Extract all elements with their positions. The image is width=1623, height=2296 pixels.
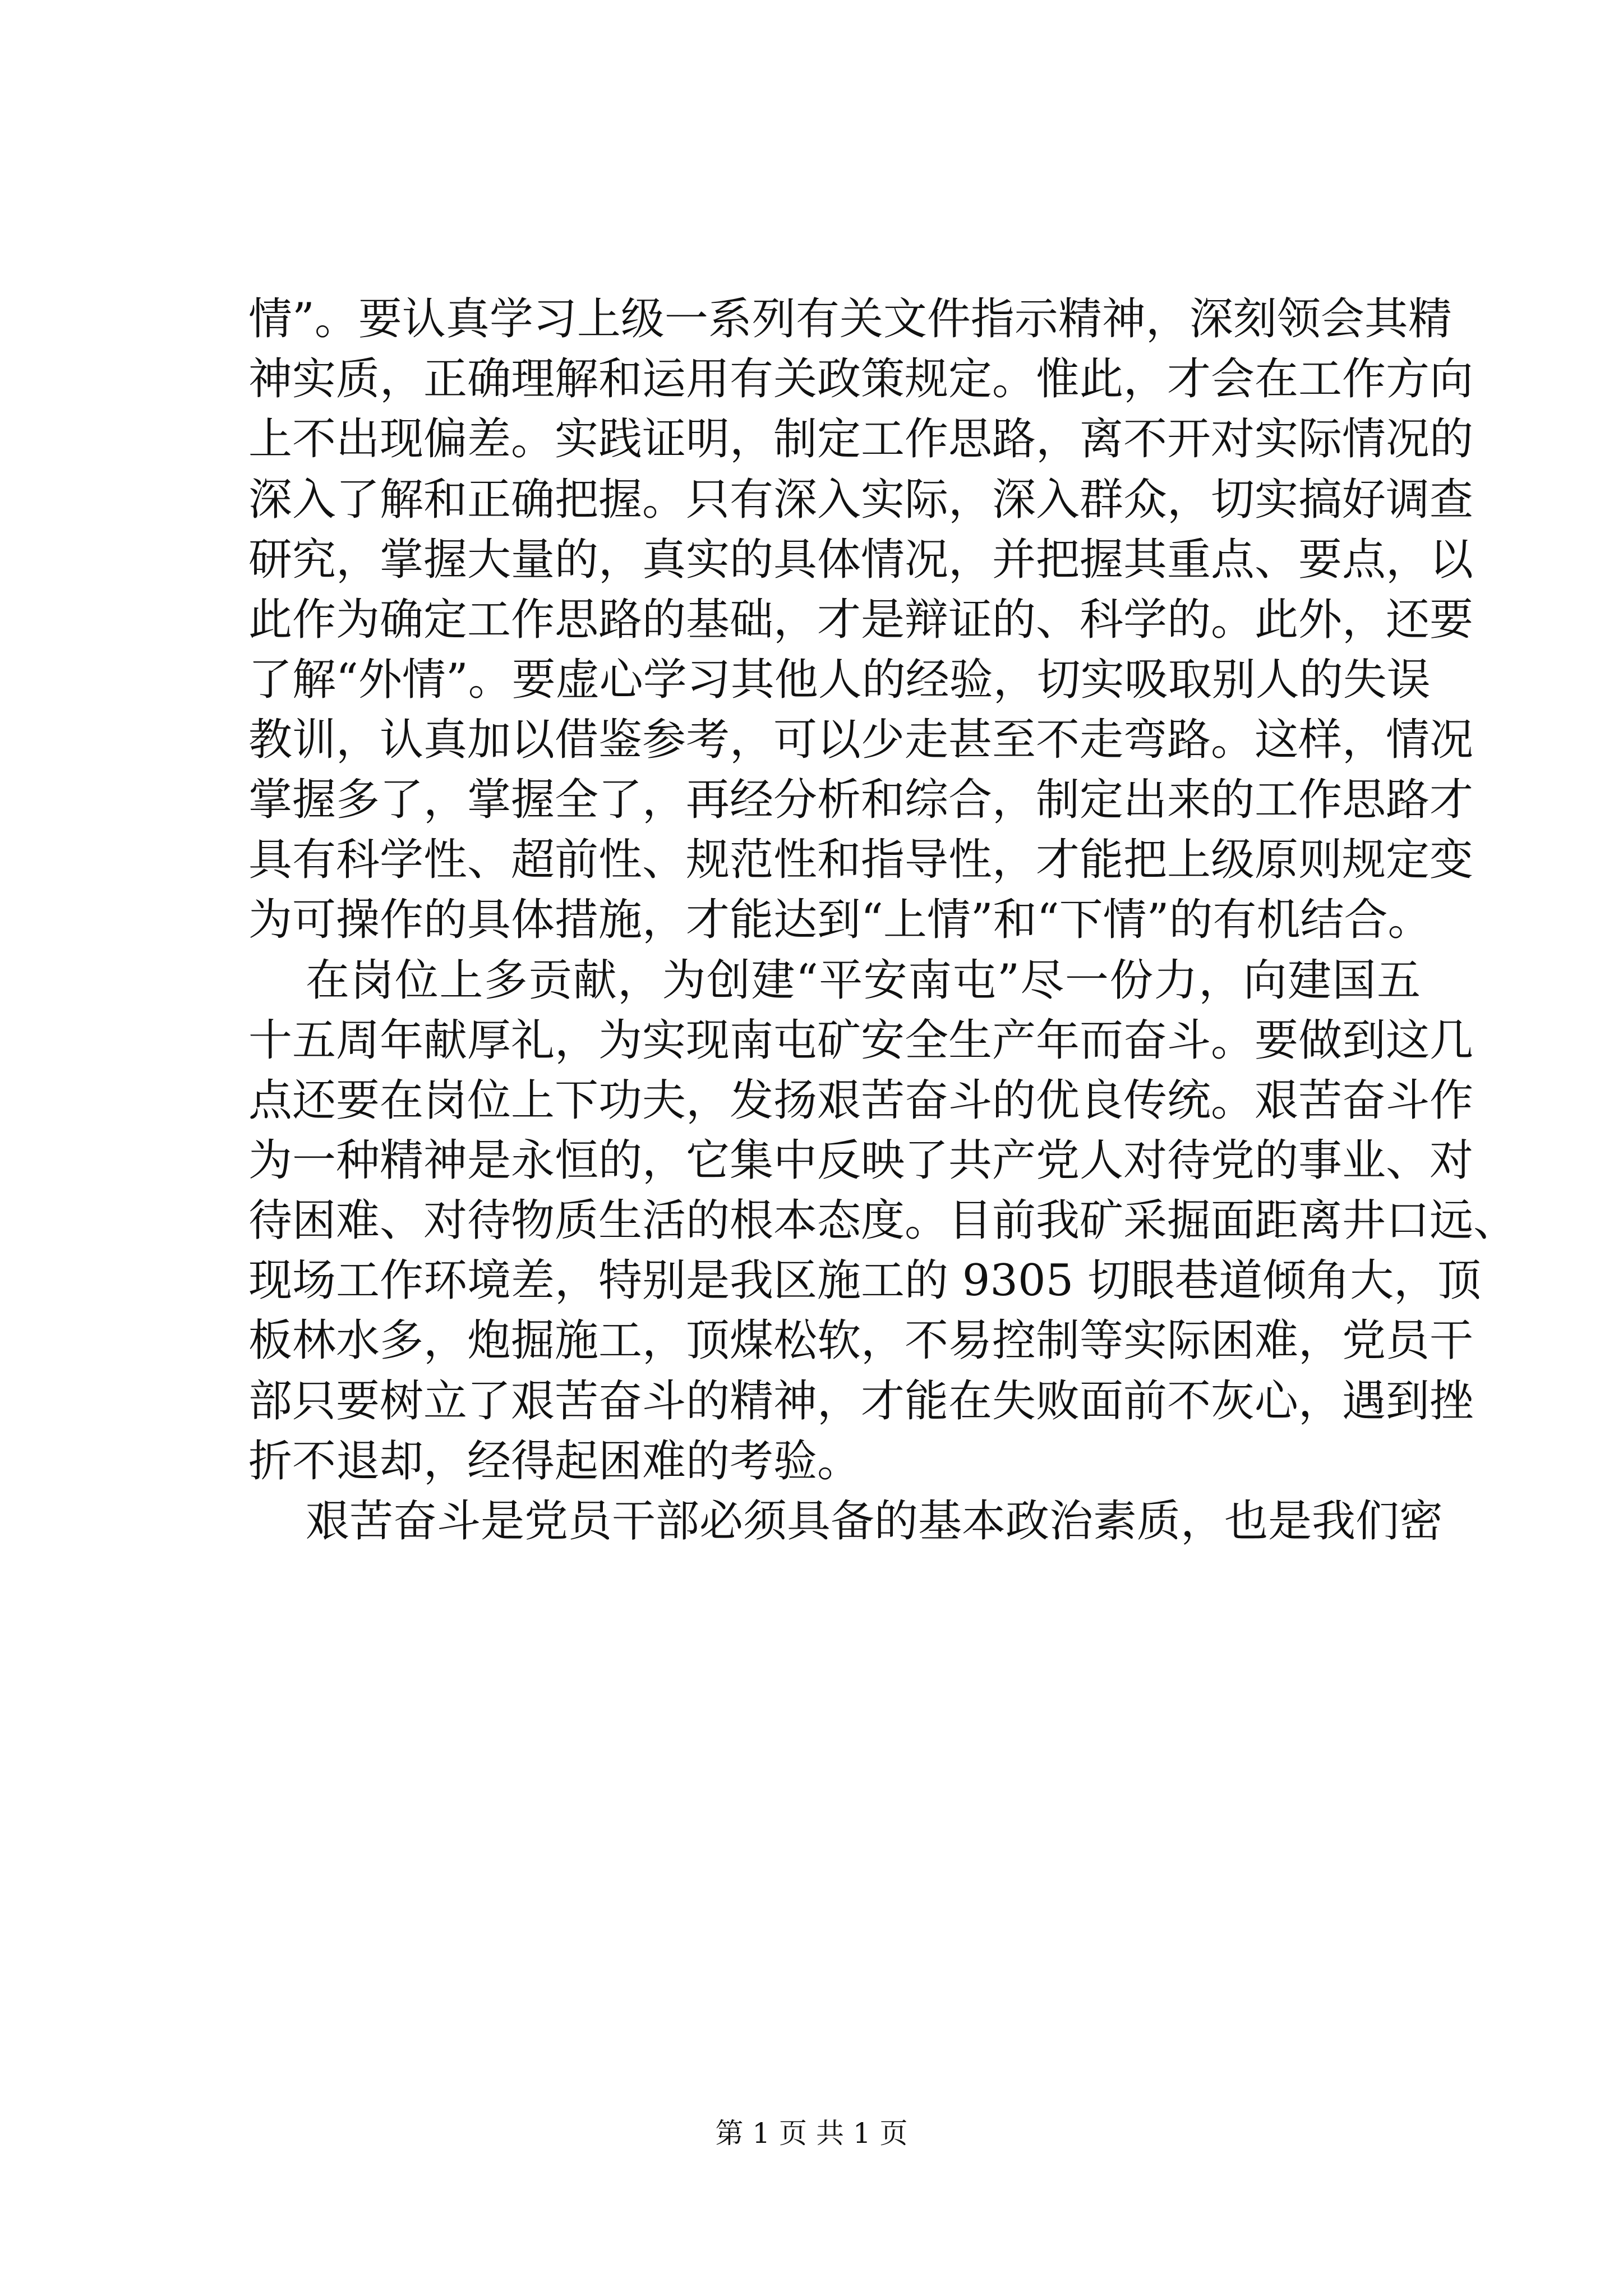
paragraph-1-line-10: 具有科学性、超前性、规范性和指导性，才能把上级原则规定变 xyxy=(248,835,1474,885)
paragraph-1-line-2: 神实质，正确理解和运用有关政策规定。惟此，才会在工作方向 xyxy=(248,354,1474,404)
paragraph-1-line-7: 了解“外情”。要虚心学习其他人的经验，切实吸取别人的失误 xyxy=(248,655,1431,705)
paragraph-1-line-5: 研究，掌握大量的，真实的具体情况，并把握其重点、要点，以 xyxy=(248,535,1474,585)
page-footer: 第 1 页 共 1 页 xyxy=(715,2117,908,2150)
paragraph-1-line-8: 教训，认真加以借鉴参考，可以少走甚至不走弯路。这样，情况 xyxy=(248,715,1474,765)
paragraph-2-line-9: 折不退却，经得起困难的考验。 xyxy=(248,1436,861,1487)
paragraph-3-line-1: 艰苦奋斗是党员干部必须具备的基本政治素质，也是我们密 xyxy=(306,1496,1444,1547)
paragraph-2-line-5: 待困难、对待物质生活的根本态度。目前我矿采掘面距离井口远、 xyxy=(248,1195,1518,1246)
paragraph-2-line-3: 点还要在岗位上下功夫，发扬艰苦奋斗的优良传统。艰苦奋斗作 xyxy=(248,1075,1474,1126)
paragraph-1-line-11: 为可操作的具体措施，才能达到“上情”和“下情”的有机结合。 xyxy=(248,895,1432,945)
paragraph-1-line-1: 情”。要认真学习上级一系列有关文件指示精神，深刻领会其精 xyxy=(248,294,1452,344)
paragraph-2-line-2: 十五周年献厚礼，为实现南屯矿安全生产年而奋斗。要做到这几 xyxy=(248,1015,1474,1066)
paragraph-2-line-7: 板林水多，炮掘施工，顶煤松软，不易控制等实际困难，党员干 xyxy=(248,1315,1474,1366)
paragraph-2-line-6: 现场工作环境差，特别是我区施工的 9305 切眼巷道倾角大，顶 xyxy=(248,1255,1482,1306)
paragraph-1-line-4: 深入了解和正确把握。只有深入实际，深入群众，切实搞好调查 xyxy=(248,475,1474,525)
paragraph-1-line-3: 上不出现偏差。实践证明，制定工作思路，离不开对实际情况的 xyxy=(248,414,1474,464)
paragraph-2-line-4: 为一种精神是永恒的，它集中反映了共产党人对待党的事业、对 xyxy=(248,1135,1474,1186)
paragraph-2-line-8: 部只要树立了艰苦奋斗的精神，才能在失败面前不灰心，遇到挫 xyxy=(248,1376,1474,1427)
paragraph-1-line-9: 掌握多了，掌握全了，再经分析和综合，制定出来的工作思路才 xyxy=(248,775,1474,825)
paragraph-2-line-1: 在岗位上多贡献，为创建“平安南屯”尽一份力，向建国五 xyxy=(306,955,1421,1006)
paragraph-1-line-6: 此作为确定工作思路的基础，才是辩证的、科学的。此外，还要 xyxy=(248,595,1474,645)
